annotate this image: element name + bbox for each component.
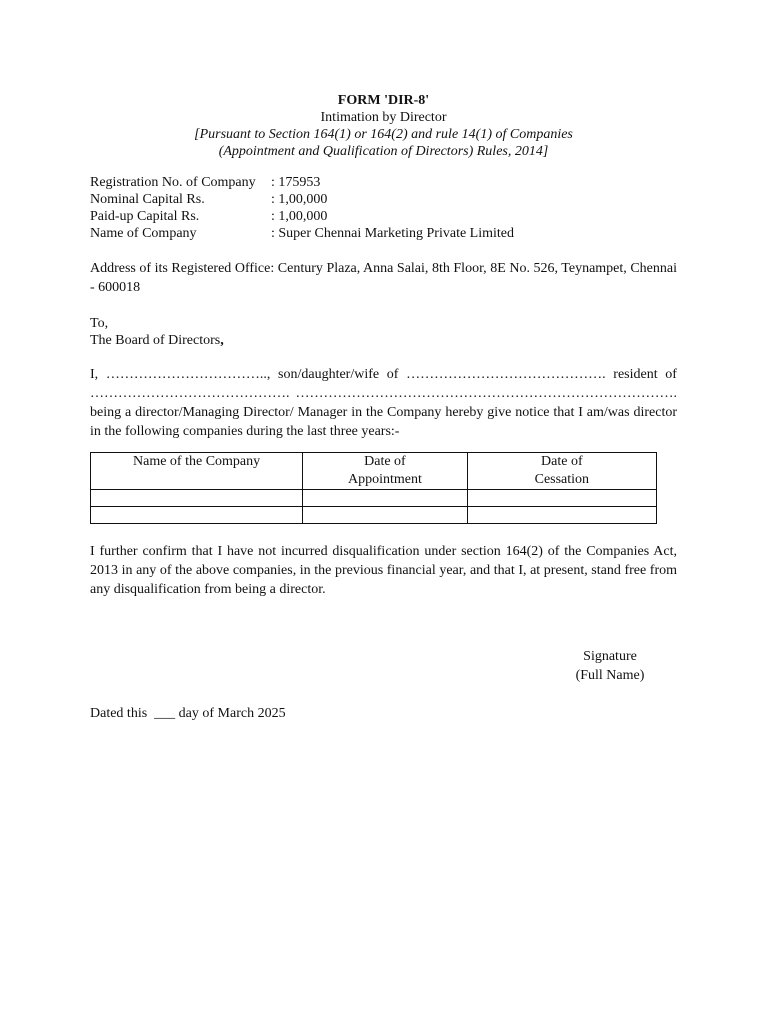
form-subtitle: Intimation by Director xyxy=(320,110,447,125)
signature-label: Signature xyxy=(583,649,637,664)
detail-row-registration xyxy=(90,174,677,191)
detail-value: : 175953 xyxy=(271,175,321,190)
table-cell xyxy=(303,490,468,507)
detail-label: Paid-up Capital Rs. xyxy=(90,209,200,224)
company-details xyxy=(90,174,677,242)
signature-block xyxy=(565,647,655,685)
pursuant-line-1: [Pursuant to Section 164(1) or 164(2) and rule 14(1) of Companies xyxy=(194,127,573,142)
detail-label: Name of Company xyxy=(90,226,197,241)
salutation xyxy=(90,315,677,349)
declaration-i: I, xyxy=(90,367,99,382)
table-cell xyxy=(91,490,303,507)
dated-text: Dated this ___ day of March 2025 xyxy=(90,706,286,721)
table-row xyxy=(91,507,657,524)
relation-text: son/daughter/wife xyxy=(278,367,380,382)
table-cell xyxy=(467,490,656,507)
header-company-name xyxy=(91,453,303,490)
header-text: Date of xyxy=(541,454,583,469)
board-comma: , xyxy=(220,333,224,348)
parent-name-blank: ……………………………………. xyxy=(406,367,606,382)
table-cell xyxy=(467,507,656,524)
header-appointment-date xyxy=(303,453,468,490)
form-header xyxy=(90,92,677,160)
of-text-2: of xyxy=(665,367,677,382)
detail-row-company-name xyxy=(90,225,677,242)
detail-row-nominal-capital xyxy=(90,191,677,208)
declaration-text: being a director/Managing Director/ Manager in the Company hereby give notice that I am/was director in the following companies during the last three years:- xyxy=(90,405,677,439)
signature-full-name: (Full Name) xyxy=(575,668,645,683)
salutation-to: To, xyxy=(90,316,109,331)
residence-blank-1: ……………………………………. xyxy=(90,386,290,401)
header-text: Cessation xyxy=(534,472,590,487)
registered-office-address: Address of its Registered Office: Century Plaza, Anna Salai, 8th Floor, 8E No. 526, Teynampet, Chennai - 600018 xyxy=(90,261,677,295)
residence-blank-2: ………………………………………………………………………. xyxy=(295,386,677,401)
form-page xyxy=(90,92,677,721)
detail-value: : Super Chennai Marketing Private Limited xyxy=(271,226,515,241)
table-cell xyxy=(91,507,303,524)
declaration-line-2 xyxy=(90,384,677,403)
table-cell xyxy=(303,507,468,524)
header-cessation-date xyxy=(467,453,656,490)
name-blank: …………………………….., xyxy=(105,367,271,382)
confirmation-paragraph: I further confirm that I have not incurred disqualification under section 164(2) of the Companies Act, 2013 in any of the above companies, in the previous financial year, and that I, at present, stand free from any disqualification from being a director. xyxy=(90,544,677,597)
header-text: Name of the Company xyxy=(133,454,261,469)
of-text: of xyxy=(386,367,399,382)
table-row xyxy=(91,490,657,507)
directorship-table xyxy=(90,452,657,524)
pursuant-line-2: (Appointment and Qualification of Directors) Rules, 2014] xyxy=(218,144,549,159)
detail-row-paidup-capital xyxy=(90,208,677,225)
salutation-board xyxy=(90,332,677,349)
detail-value: : 1,00,000 xyxy=(271,209,328,224)
declaration-line-1 xyxy=(90,365,677,384)
declaration-paragraph xyxy=(90,365,677,441)
detail-label: Registration No. of Company xyxy=(90,175,256,190)
resident-text: resident xyxy=(613,367,658,382)
dated-line xyxy=(90,705,286,722)
table-header-row xyxy=(91,453,657,490)
board-text: The Board of Directors xyxy=(90,333,221,348)
header-text: Appointment xyxy=(347,472,422,487)
header-text: Date of xyxy=(364,454,406,469)
form-title: FORM 'DIR-8' xyxy=(337,93,430,108)
detail-label: Nominal Capital Rs. xyxy=(90,192,205,207)
detail-value: : 1,00,000 xyxy=(271,192,328,207)
